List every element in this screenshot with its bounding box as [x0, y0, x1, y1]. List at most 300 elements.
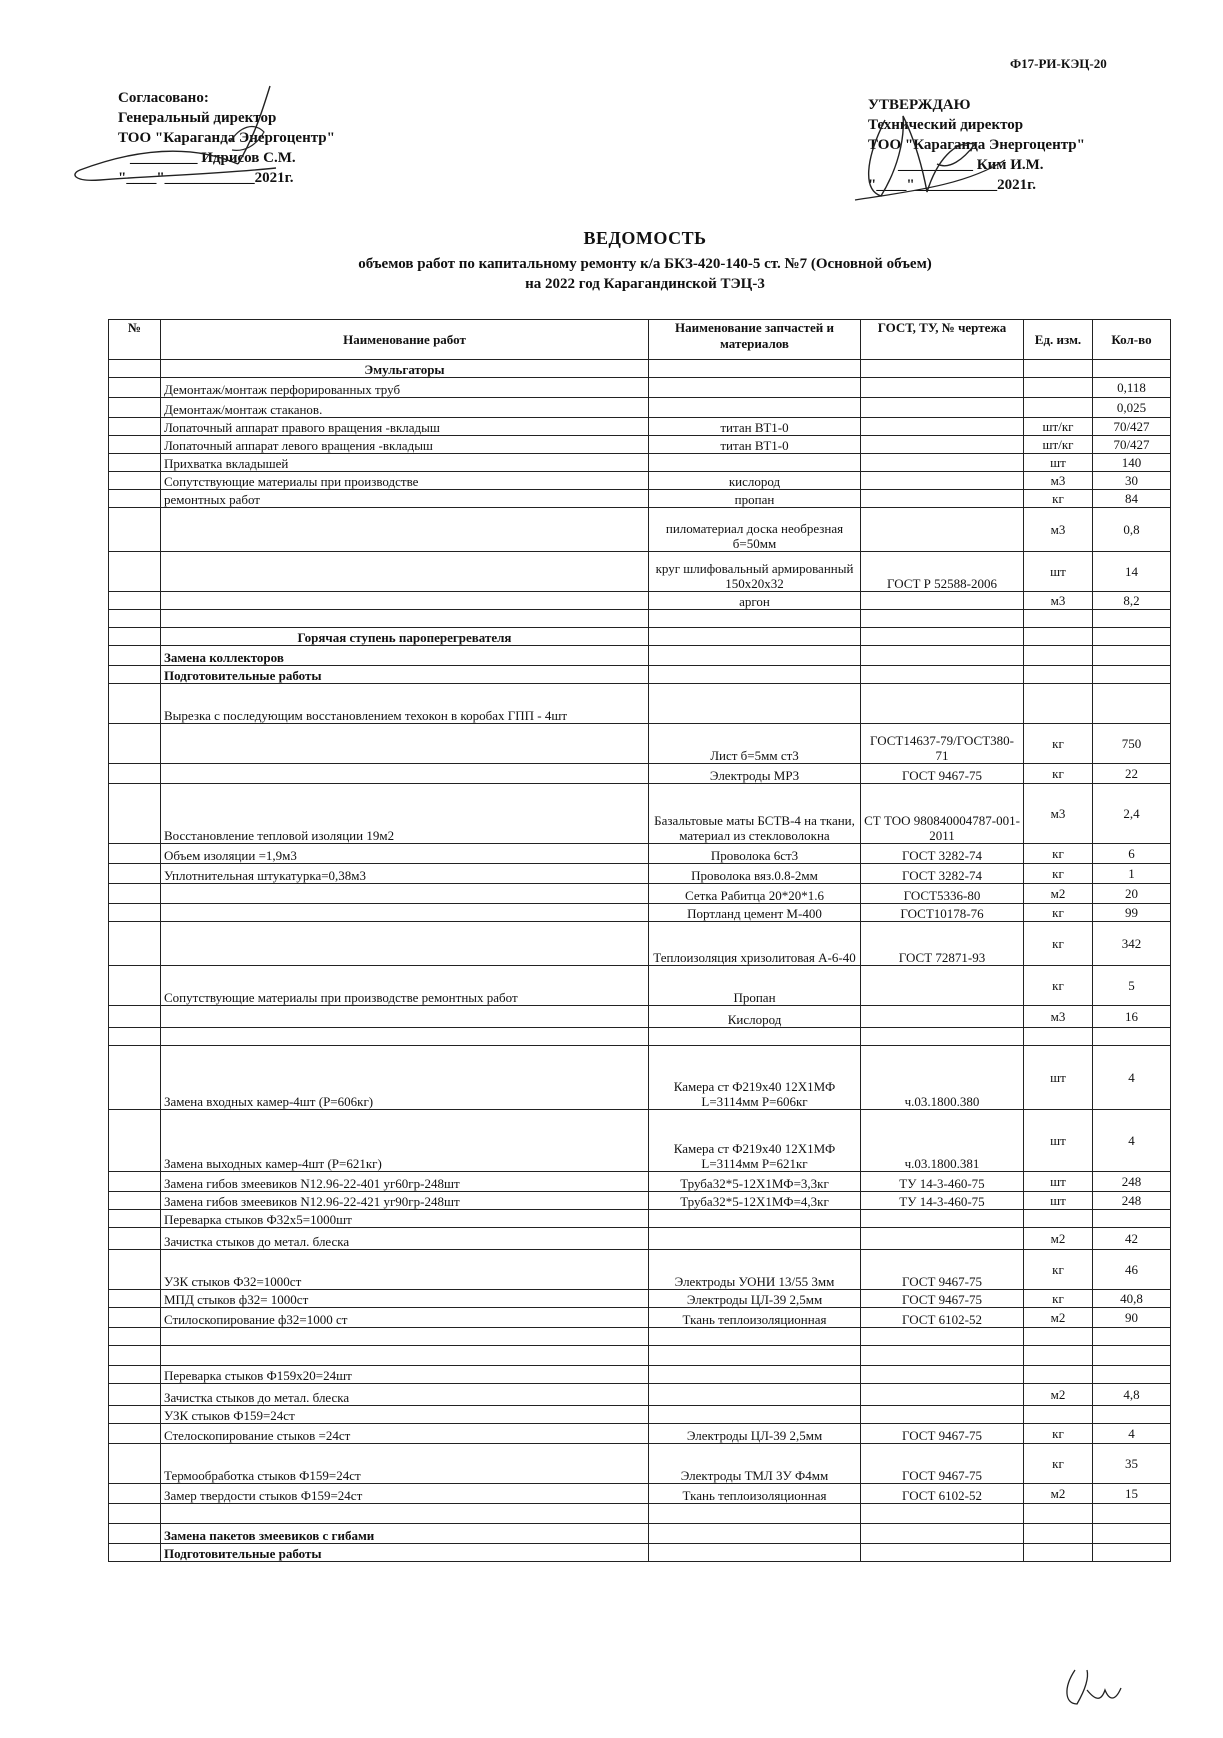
- cell-qty: 84: [1093, 490, 1171, 508]
- agreed-line: "____"____________2021г.: [118, 170, 294, 186]
- cell-work: Подготовительные работы: [161, 1544, 649, 1562]
- cell-gost: [861, 1028, 1024, 1046]
- cell-num: [109, 784, 161, 844]
- cell-qty: 1: [1093, 864, 1171, 884]
- approval-line: __________ Ким И.М.: [898, 157, 1044, 173]
- cell-work: УЗК стыков Ф159=24ст: [161, 1406, 649, 1424]
- cell-gost: [861, 666, 1024, 684]
- cell-parts: Электроды ЦЛ-39 2,5мм: [649, 1424, 861, 1444]
- cell-work: [161, 1328, 649, 1346]
- cell-work: Стелоскопирование стыков =24ст: [161, 1424, 649, 1444]
- cell-gost: ГОСТ 6102-52: [861, 1308, 1024, 1328]
- cell-parts: [649, 1504, 861, 1524]
- cell-qty: [1093, 1524, 1171, 1544]
- cell-num: [109, 1046, 161, 1110]
- cell-work: [161, 1028, 649, 1046]
- subtitle-line: объемов работ по капитальному ремонту к/а БКЗ-420-140-5 ст. №7 (Основной объем): [358, 256, 932, 272]
- approval-line: Технический директор: [868, 117, 1024, 133]
- cell-qty: 42: [1093, 1228, 1171, 1250]
- table-row: [109, 1192, 1171, 1210]
- cell-parts: пропан: [649, 490, 861, 508]
- cell-work: Замена пакетов змеевиков с гибами: [161, 1524, 649, 1544]
- cell-qty: [1093, 628, 1171, 646]
- cell-gost: [861, 454, 1024, 472]
- cell-gost: [861, 418, 1024, 436]
- cell-unit: [1024, 610, 1093, 628]
- cell-num: [109, 1406, 161, 1424]
- cell-num: [109, 378, 161, 398]
- cell-unit: кг: [1024, 1444, 1093, 1484]
- cell-qty: 4,8: [1093, 1384, 1171, 1406]
- agreed-line: ТОО "Караганда Энергоцентр": [118, 130, 335, 146]
- cell-unit: [1024, 1210, 1093, 1228]
- cell-work: [161, 922, 649, 966]
- cell-gost: ТУ 14-3-460-75: [861, 1192, 1024, 1210]
- col-header-gost: ГОСТ, ТУ, № чертежа: [861, 320, 1024, 360]
- cell-unit: шт: [1024, 1110, 1093, 1172]
- cell-qty: 46: [1093, 1250, 1171, 1290]
- table-row: [109, 1172, 1171, 1192]
- table-row: [109, 1028, 1171, 1046]
- cell-unit: шт: [1024, 1192, 1093, 1210]
- approval-line: ТОО "Караганда Энергоцентр": [868, 137, 1085, 153]
- cell-parts: кислород: [649, 472, 861, 490]
- signature-right: [845, 100, 1045, 210]
- cell-parts: [649, 1524, 861, 1544]
- table-row: [109, 884, 1171, 904]
- cell-num: [109, 966, 161, 1006]
- cell-work: Прихватка вкладышей: [161, 454, 649, 472]
- cell-gost: ГОСТ 3282-74: [861, 864, 1024, 884]
- cell-work: Зачистка стыков до метал. блеска: [161, 1384, 649, 1406]
- table-row: [109, 922, 1171, 966]
- table-row: [109, 472, 1171, 490]
- cell-work: Эмульгаторы: [161, 360, 649, 378]
- cell-qty: 4: [1093, 1110, 1171, 1172]
- table-row: [109, 724, 1171, 764]
- cell-unit: шт: [1024, 1172, 1093, 1192]
- cell-work: Лопаточный аппарат правого вращения -вкладыш: [161, 418, 649, 436]
- cell-parts: Теплоизоляция хризолитовая А-6-40: [649, 922, 861, 966]
- cell-unit: [1024, 684, 1093, 724]
- cell-work: Вырезка с последующим восстановлением техокон в коробах ГПП - 4шт: [161, 684, 649, 724]
- cell-qty: [1093, 1544, 1171, 1562]
- cell-qty: [1093, 646, 1171, 666]
- cell-unit: [1024, 360, 1093, 378]
- cell-work: Замена входных камер-4шт (Р=606кг): [161, 1046, 649, 1110]
- cell-gost: [861, 628, 1024, 646]
- cell-unit: [1024, 378, 1093, 398]
- cell-num: [109, 1484, 161, 1504]
- cell-qty: 22: [1093, 764, 1171, 784]
- cell-num: [109, 1524, 161, 1544]
- cell-work: Замер твердости стыков Ф159=24ст: [161, 1484, 649, 1504]
- table-row: [109, 1524, 1171, 1544]
- cell-qty: 2,4: [1093, 784, 1171, 844]
- cell-gost: [861, 1544, 1024, 1562]
- cell-num: [109, 1346, 161, 1366]
- cell-unit: [1024, 1504, 1093, 1524]
- cell-gost: [861, 1524, 1024, 1544]
- cell-num: [109, 1006, 161, 1028]
- table-row: [109, 1228, 1171, 1250]
- cell-unit: м2: [1024, 884, 1093, 904]
- cell-qty: 15: [1093, 1484, 1171, 1504]
- cell-gost: ГОСТ 9467-75: [861, 1444, 1024, 1484]
- cell-parts: Камера ст Ф219х40 12Х1МФ L=3114мм Р=606кг: [649, 1046, 861, 1110]
- cell-num: [109, 1504, 161, 1524]
- table-row: [109, 508, 1171, 552]
- cell-gost: [861, 646, 1024, 666]
- cell-unit: [1024, 1366, 1093, 1384]
- cell-unit: шт/кг: [1024, 418, 1093, 436]
- cell-work: [161, 1006, 649, 1028]
- cell-qty: [1093, 360, 1171, 378]
- cell-parts: Электроды ТМЛ 3У Ф4мм: [649, 1444, 861, 1484]
- col-header-num: №: [109, 320, 161, 360]
- table-row: [109, 1328, 1171, 1346]
- cell-gost: [861, 1346, 1024, 1366]
- cell-parts: Камера ст Ф219х40 12Х1МФ L=3114мм Р=621кг: [649, 1110, 861, 1172]
- cell-qty: [1093, 1210, 1171, 1228]
- cell-gost: ГОСТ 9467-75: [861, 1250, 1024, 1290]
- cell-parts: [649, 1328, 861, 1346]
- cell-parts: Ткань теплоизоляционная: [649, 1484, 861, 1504]
- cell-parts: [649, 1384, 861, 1406]
- col-header-unit: Ед. изм.: [1024, 320, 1093, 360]
- table-row: [109, 1444, 1171, 1484]
- works-table-wrap: [108, 319, 1171, 1562]
- cell-gost: [861, 378, 1024, 398]
- cell-qty: 6: [1093, 844, 1171, 864]
- cell-parts: [649, 646, 861, 666]
- cell-parts: [649, 1366, 861, 1384]
- cell-parts: [649, 378, 861, 398]
- cell-qty: 14: [1093, 552, 1171, 592]
- cell-work: Сопутствующие материалы при производстве: [161, 472, 649, 490]
- cell-work: УЗК стыков Ф32=1000ст: [161, 1250, 649, 1290]
- cell-qty: 4: [1093, 1046, 1171, 1110]
- cell-parts: Электроды ЦЛ-39 2,5мм: [649, 1290, 861, 1308]
- cell-work: [161, 764, 649, 784]
- cell-parts: Портланд цемент М-400: [649, 904, 861, 922]
- cell-gost: ГОСТ 9467-75: [861, 1290, 1024, 1308]
- table-row: [109, 844, 1171, 864]
- cell-num: [109, 628, 161, 646]
- table-row: [109, 1346, 1171, 1366]
- cell-unit: [1024, 646, 1093, 666]
- cell-work: Подготовительные работы: [161, 666, 649, 684]
- document-title: ВЕДОМОСТЬ: [583, 228, 707, 248]
- cell-unit: [1024, 666, 1093, 684]
- cell-work: Переварка стыков Ф159х20=24шт: [161, 1366, 649, 1384]
- cell-qty: 342: [1093, 922, 1171, 966]
- cell-unit: кг: [1024, 904, 1093, 922]
- cell-parts: Труба32*5-12Х1МФ=4,3кг: [649, 1192, 861, 1210]
- cell-num: [109, 454, 161, 472]
- cell-unit: кг: [1024, 1424, 1093, 1444]
- cell-num: [109, 864, 161, 884]
- cell-work: Переварка стыков Ф32х5=1000шт: [161, 1210, 649, 1228]
- cell-unit: м3: [1024, 1006, 1093, 1028]
- cell-num: [109, 472, 161, 490]
- cell-qty: [1093, 1028, 1171, 1046]
- cell-qty: 30: [1093, 472, 1171, 490]
- cell-work: Замена гибов змеевиков N12.96-22-421 уг90гр-248шт: [161, 1192, 649, 1210]
- table-row: [109, 784, 1171, 844]
- cell-gost: ч.03.1800.380: [861, 1046, 1024, 1110]
- cell-unit: кг: [1024, 724, 1093, 764]
- cell-unit: м2: [1024, 1484, 1093, 1504]
- cell-unit: м2: [1024, 1308, 1093, 1328]
- cell-num: [109, 684, 161, 724]
- cell-unit: кг: [1024, 764, 1093, 784]
- cell-num: [109, 1250, 161, 1290]
- cell-gost: [861, 360, 1024, 378]
- table-header-row: [109, 320, 1171, 360]
- cell-work: ремонтных работ: [161, 490, 649, 508]
- cell-parts: [649, 1210, 861, 1228]
- cell-work: [161, 884, 649, 904]
- table-row: [109, 398, 1171, 418]
- cell-num: [109, 418, 161, 436]
- cell-work: Замена коллекторов: [161, 646, 649, 666]
- cell-qty: 70/427: [1093, 418, 1171, 436]
- cell-unit: [1024, 1406, 1093, 1424]
- cell-num: [109, 1110, 161, 1172]
- table-row: [109, 552, 1171, 592]
- cell-parts: Лист б=5мм ст3: [649, 724, 861, 764]
- cell-qty: 70/427: [1093, 436, 1171, 454]
- table-row: [109, 1406, 1171, 1424]
- cell-gost: СТ ТОО 980840004787-001-2011: [861, 784, 1024, 844]
- table-row: [109, 1290, 1171, 1308]
- cell-work: Объем изоляции =1,9м3: [161, 844, 649, 864]
- cell-num: [109, 1192, 161, 1210]
- cell-gost: [861, 1384, 1024, 1406]
- cell-parts: аргон: [649, 592, 861, 610]
- cell-unit: шт: [1024, 1046, 1093, 1110]
- cell-qty: 0,8: [1093, 508, 1171, 552]
- table-row: [109, 628, 1171, 646]
- cell-qty: 35: [1093, 1444, 1171, 1484]
- cell-gost: [861, 1366, 1024, 1384]
- agreed-line: Генеральный директор: [118, 110, 277, 126]
- signature-bottom: [1055, 1660, 1135, 1720]
- works-table: [108, 319, 1171, 1562]
- cell-work: Стилоскопирование ф32=1000 ст: [161, 1308, 649, 1328]
- cell-gost: ГОСТ5336-80: [861, 884, 1024, 904]
- cell-unit: кг: [1024, 1290, 1093, 1308]
- cell-num: [109, 1308, 161, 1328]
- cell-qty: 0,025: [1093, 398, 1171, 418]
- table-row: [109, 378, 1171, 398]
- table-row: [109, 1366, 1171, 1384]
- cell-num: [109, 764, 161, 784]
- cell-num: [109, 646, 161, 666]
- table-row: [109, 610, 1171, 628]
- table-row: [109, 1424, 1171, 1444]
- table-row: [109, 864, 1171, 884]
- table-row: [109, 1250, 1171, 1290]
- cell-parts: Ткань теплоизоляционная: [649, 1308, 861, 1328]
- cell-unit: [1024, 1346, 1093, 1366]
- cell-num: [109, 1328, 161, 1346]
- cell-num: [109, 1228, 161, 1250]
- cell-qty: 8,2: [1093, 592, 1171, 610]
- cell-num: [109, 844, 161, 864]
- cell-work: [161, 592, 649, 610]
- cell-parts: [649, 1228, 861, 1250]
- cell-parts: [649, 684, 861, 724]
- cell-work: Замена гибов змеевиков N12.96-22-401 уг60гр-248шт: [161, 1172, 649, 1192]
- table-row: [109, 1006, 1171, 1028]
- cell-gost: [861, 508, 1024, 552]
- cell-gost: ГОСТ 9467-75: [861, 1424, 1024, 1444]
- table-row: [109, 764, 1171, 784]
- cell-num: [109, 1444, 161, 1484]
- table-row: [109, 436, 1171, 454]
- cell-num: [109, 884, 161, 904]
- cell-num: [109, 1424, 161, 1444]
- cell-work: [161, 552, 649, 592]
- cell-gost: [861, 684, 1024, 724]
- cell-work: Демонтаж/монтаж перфорированных труб: [161, 378, 649, 398]
- cell-gost: [861, 472, 1024, 490]
- cell-parts: Проволока вяз.0.8-2мм: [649, 864, 861, 884]
- table-row: [109, 684, 1171, 724]
- cell-gost: [861, 1228, 1024, 1250]
- cell-num: [109, 592, 161, 610]
- cell-qty: [1093, 1346, 1171, 1366]
- cell-unit: шт: [1024, 552, 1093, 592]
- cell-gost: ГОСТ14637-79/ГОСТ380-71: [861, 724, 1024, 764]
- table-row: [109, 666, 1171, 684]
- cell-gost: [861, 592, 1024, 610]
- cell-work: Сопутствующие материалы при производстве ремонтных работ: [161, 966, 649, 1006]
- cell-unit: м3: [1024, 592, 1093, 610]
- cell-gost: ГОСТ 72871-93: [861, 922, 1024, 966]
- cell-work: Уплотнительная штукатурка=0,38м3: [161, 864, 649, 884]
- cell-unit: [1024, 1524, 1093, 1544]
- cell-parts: Труба32*5-12Х1МФ=3,3кг: [649, 1172, 861, 1192]
- cell-unit: кг: [1024, 844, 1093, 864]
- cell-qty: 5: [1093, 966, 1171, 1006]
- cell-num: [109, 610, 161, 628]
- cell-work: [161, 1504, 649, 1524]
- cell-num: [109, 490, 161, 508]
- approval-line: УТВЕРЖДАЮ: [868, 97, 971, 113]
- cell-gost: ГОСТ Р 52588-2006: [861, 552, 1024, 592]
- cell-qty: [1093, 666, 1171, 684]
- cell-parts: Сетка Рабитца 20*20*1.6: [649, 884, 861, 904]
- cell-unit: м3: [1024, 508, 1093, 552]
- cell-parts: [649, 628, 861, 646]
- cell-qty: 0,118: [1093, 378, 1171, 398]
- cell-parts: титан ВТ1-0: [649, 418, 861, 436]
- signature-left: [40, 82, 300, 192]
- cell-qty: [1093, 1504, 1171, 1524]
- cell-num: [109, 1384, 161, 1406]
- cell-unit: кг: [1024, 490, 1093, 508]
- cell-num: [109, 666, 161, 684]
- cell-unit: кг: [1024, 966, 1093, 1006]
- cell-work: [161, 724, 649, 764]
- table-row: [109, 1384, 1171, 1406]
- cell-num: [109, 1366, 161, 1384]
- cell-unit: м2: [1024, 1228, 1093, 1250]
- cell-num: [109, 436, 161, 454]
- cell-parts: Электроды МР3: [649, 764, 861, 784]
- cell-work: Замена выходных камер-4шт (Р=621кг): [161, 1110, 649, 1172]
- cell-gost: [861, 1406, 1024, 1424]
- cell-parts: Проволока 6ст3: [649, 844, 861, 864]
- cell-gost: [861, 490, 1024, 508]
- table-row: [109, 1046, 1171, 1110]
- cell-parts: Кислород: [649, 1006, 861, 1028]
- table-row: [109, 1308, 1171, 1328]
- cell-gost: [861, 398, 1024, 418]
- table-row: [109, 1484, 1171, 1504]
- table-row: [109, 1110, 1171, 1172]
- cell-work: Термообработка стыков Ф159=24ст: [161, 1444, 649, 1484]
- cell-parts: [649, 666, 861, 684]
- cell-parts: [649, 1346, 861, 1366]
- table-body: [109, 360, 1171, 1562]
- document-subtitle: [0, 254, 1223, 294]
- cell-unit: [1024, 1028, 1093, 1046]
- cell-qty: 248: [1093, 1192, 1171, 1210]
- cell-gost: ГОСТ 3282-74: [861, 844, 1024, 864]
- cell-gost: [861, 1504, 1024, 1524]
- cell-parts: Электроды УОНИ 13/55 3мм: [649, 1250, 861, 1290]
- cell-unit: [1024, 1544, 1093, 1562]
- cell-parts: Базальтовые маты БСТВ-4 на ткани, материал из стекловолокна: [649, 784, 861, 844]
- cell-work: [161, 904, 649, 922]
- cell-num: [109, 1290, 161, 1308]
- table-row: [109, 966, 1171, 1006]
- cell-gost: ч.03.1800.381: [861, 1110, 1024, 1172]
- cell-qty: 40,8: [1093, 1290, 1171, 1308]
- cell-num: [109, 904, 161, 922]
- cell-unit: [1024, 628, 1093, 646]
- cell-qty: [1093, 684, 1171, 724]
- table-row: [109, 1544, 1171, 1562]
- table-row: [109, 592, 1171, 610]
- cell-gost: ГОСТ 9467-75: [861, 764, 1024, 784]
- cell-num: [109, 1028, 161, 1046]
- cell-work: Лопаточный аппарат левого вращения -вкладыш: [161, 436, 649, 454]
- cell-work: Демонтаж/монтаж стаканов.: [161, 398, 649, 418]
- table-row: [109, 490, 1171, 508]
- cell-work: Зачистка стыков до метал. блеска: [161, 1228, 649, 1250]
- cell-parts: [649, 454, 861, 472]
- cell-work: [161, 1346, 649, 1366]
- approval-line: "____"___________2021г.: [868, 177, 1037, 193]
- cell-parts: [649, 1028, 861, 1046]
- agreed-line: Согласовано:: [118, 90, 209, 106]
- cell-qty: [1093, 1366, 1171, 1384]
- cell-num: [109, 724, 161, 764]
- cell-qty: 20: [1093, 884, 1171, 904]
- cell-gost: [861, 1006, 1024, 1028]
- cell-gost: [861, 1328, 1024, 1346]
- cell-qty: 248: [1093, 1172, 1171, 1192]
- cell-work: Восстановление тепловой изоляции 19м2: [161, 784, 649, 844]
- cell-parts: Пропан: [649, 966, 861, 1006]
- cell-unit: м3: [1024, 472, 1093, 490]
- table-row: [109, 1210, 1171, 1228]
